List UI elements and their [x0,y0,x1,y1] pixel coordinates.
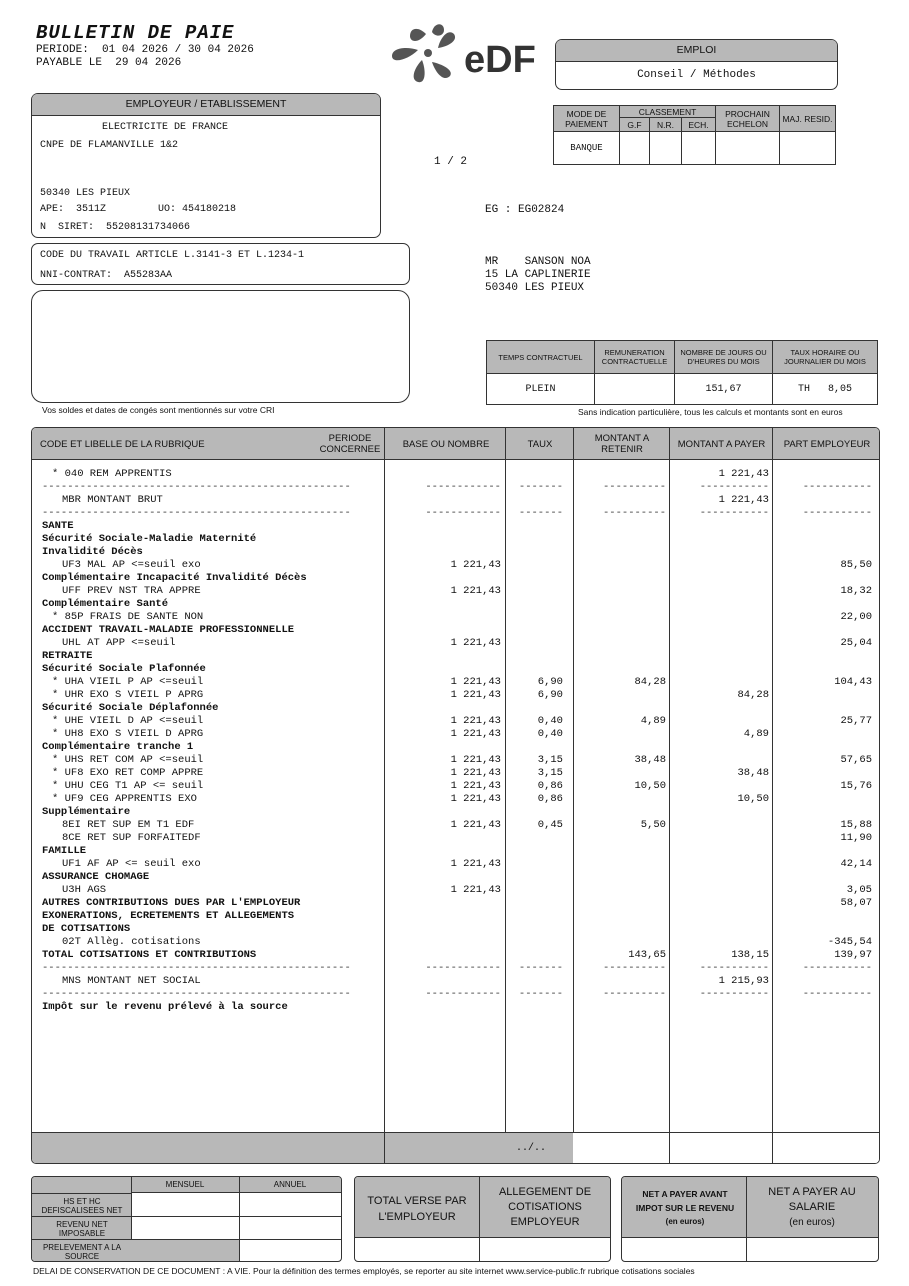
table-row [32,546,880,559]
page-number: 1 / 2 [434,156,468,168]
retenir-value: 10,50 [634,780,666,792]
legal-notice: DELAI DE CONSERVATION DE CE DOCUMENT : A VIE. Pour la définition des termes employés, se reporter au site internet www.service-public.fr rubrique cotisations sociales [33,1266,695,1276]
dash-separator: ---------- [602,481,666,493]
document-title: BULLETIN DE PAIE [36,22,235,44]
dash-separator: ----------- [802,962,872,974]
edf-logo [388,20,548,90]
rubrique-label: * UHU CEG T1 AP <= seuil [52,780,204,792]
taux-value: 0,40 [537,728,563,740]
separator-row [32,507,880,520]
table-row [32,715,880,728]
base-value: 1 221,43 [450,559,501,571]
emploi-label: EMPLOI [556,40,837,62]
table-row [32,676,880,689]
table-row [32,741,880,754]
table-row [32,767,880,780]
classement-table [553,105,836,165]
payer-value: 38,48 [737,767,769,779]
table-row [32,923,880,936]
base-value: 1 221,43 [450,767,501,779]
employeur-value: 11,90 [840,832,872,844]
retenir-value: 38,48 [634,754,666,766]
employee-street: 15 LA CAPLINERIE [485,269,591,281]
table-row [32,780,880,793]
mode-paiement-value: BANQUE [554,132,620,165]
table-row [32,845,880,858]
taux-value: 0,86 [537,780,563,792]
dash-separator: ------------ [425,962,501,974]
payment-date: PAYABLE LE 29 04 2026 [36,57,182,69]
base-value: 1 221,43 [450,780,501,792]
rubrique-label: MNS MONTANT NET SOCIAL [62,975,201,987]
divider [239,1177,240,1262]
employeur-value: 42,14 [840,858,872,870]
rubrique-label: * 85P FRAIS DE SANTE NON [52,611,204,623]
table-row [32,897,880,910]
rubrique-label: SANTE [42,520,74,532]
dash-separator: ------------ [425,481,501,493]
nombre-heures-value: 151,67 [675,374,773,405]
taux-value: 6,90 [537,676,563,688]
dash-separator: ---------- [602,988,666,1000]
net-payer-box [621,1176,879,1262]
table-row [32,910,880,923]
employeur-value: 57,65 [840,754,872,766]
divider [479,1177,480,1262]
col-divider [384,1132,385,1164]
employeur-value: 104,43 [834,676,872,688]
table-row [32,1001,880,1014]
temps-value: PLEIN [487,374,595,405]
col-divider [669,1132,670,1164]
dash-separator: ------- [518,988,563,1000]
allegement-label: ALLEGEMENT DE COTISATIONS EMPLOYEUR [498,1186,592,1228]
rubrique-label: Complémentaire tranche 1 [42,741,194,753]
payer-value: 84,28 [737,689,769,701]
rubrique-label: RETRAITE [42,650,93,662]
ech-header: ECH. [682,118,716,132]
rubrique-label: FAMILLE [42,845,87,857]
header-retenir: MONTANT A RETENIR [594,433,650,455]
payslip-table [31,427,880,1164]
base-value: 1 221,43 [450,884,501,896]
table-row [32,806,880,819]
rubrique-label: * UHS RET COM AP <=seuil [52,754,204,766]
taux-horaire-header: TAUX HORAIRE OU JOURNALIER DU MOIS [773,341,878,374]
rubrique-label: U3H AGS [62,884,107,896]
total-verse-label: TOTAL VERSE PAR L'EMPLOYEUR [367,1195,467,1223]
employer-name: ELECTRICITE DE FRANCE [102,122,229,133]
table-row [32,754,880,767]
payer-value: 1 221,43 [718,494,769,506]
pay-period: PERIODE: 01 04 2026 / 30 04 2026 [36,44,254,56]
total-verse-box [354,1176,611,1262]
dash-separator: ------------------------------------------------- [42,507,351,519]
table-row [32,949,880,962]
net-avant-impot-unit: (en euros) [665,1217,705,1226]
prelevement-label: PRELEVEMENT A LA SOURCE [42,1243,122,1261]
header-payer: MONTANT A PAYER [677,438,766,450]
payer-value: 10,50 [737,793,769,805]
dash-separator: ------------------------------------------------- [42,988,351,1000]
remuneration-value [595,374,675,405]
table-row [32,533,880,546]
table-row [32,559,880,572]
base-value: 1 221,43 [450,728,501,740]
temps-table [486,340,878,405]
table-row [32,611,880,624]
base-value: 1 221,43 [450,754,501,766]
employeur-value: -345,54 [827,936,872,948]
cumul-box [31,1176,342,1262]
taux-value: 3,15 [537,754,563,766]
dash-separator: ---------- [602,962,666,974]
annuel-header: ANNUEL [273,1180,307,1189]
dash-separator: ----------- [802,988,872,1000]
dash-separator: ------- [518,962,563,974]
rubrique-label: * UHR EXO S VIEIL P APRG [52,689,204,701]
rubrique-label: Complémentaire Incapacité Invalidité Décès [42,572,307,584]
remuneration-header: REMUNERATION CONTRACTUELLE [595,341,675,374]
mensuel-header: MENSUEL [165,1180,205,1189]
employee-city: 50340 LES PIEUX [485,282,585,294]
dash-separator: ----------- [699,988,769,1000]
continued-marker: ../.. [516,1143,547,1154]
emploi-value: Conseil / Méthodes [637,69,756,81]
rubrique-label: * UF8 EXO RET COMP APPRE [52,767,204,779]
employeur-value: 18,32 [840,585,872,597]
payer-value: 4,89 [743,728,769,740]
dash-separator: ------- [518,481,563,493]
header-taux: TAUX [527,438,553,450]
employer-siret: N SIRET: 55208131734066 [40,222,191,233]
base-value: 1 221,43 [450,819,501,831]
maj-resid-header: MAJ. RESID. [780,106,836,132]
employeur-value: 58,07 [840,897,872,909]
base-value: 1 221,43 [450,858,501,870]
net-salarie-label: NET A PAYER AU SALARIE [768,1186,856,1213]
footer-total-cells [573,1133,880,1164]
logo-text: eDF [464,39,536,81]
rubrique-label: * UF9 CEG APPRENTIS EXO [52,793,197,805]
revenu-net-label: REVENU NET IMPOSABLE [56,1220,108,1238]
table-row [32,793,880,806]
dash-separator: ----------- [802,481,872,493]
prelevement-mensuel-cell [131,1240,239,1262]
table-row [32,702,880,715]
base-value: 1 221,43 [450,793,501,805]
separator-row [32,988,880,1001]
employer-city: 50340 LES PIEUX [40,188,131,199]
rubrique-label: 8EI RET SUP EM T1 EDF [62,819,195,831]
rubrique-label: UF1 AF AP <= seuil exo [62,858,201,870]
dash-separator: ----------- [699,481,769,493]
rubrique-label: * 040 REM APPRENTIS [52,468,172,480]
employer-ape: APE: 3511Z [40,204,107,215]
net-avant-impot-label: NET A PAYER AVANT IMPOT SUR LE REVENU [635,1189,735,1213]
employeur-value: 15,76 [840,780,872,792]
mode-paiement-header: MODE DE PAIEMENT [554,106,620,132]
dash-separator: ------------ [425,988,501,1000]
table-row [32,832,880,845]
employeur-value: 22,00 [840,611,872,623]
retenir-value: 143,65 [628,949,666,961]
payer-value: 1 221,43 [718,468,769,480]
rubrique-label: Sécurité Sociale Plafonnée [42,663,206,675]
rubrique-label: ASSURANCE CHOMAGE [42,871,150,883]
rubrique-label: TOTAL COTISATIONS ET CONTRIBUTIONS [42,949,257,961]
employeur-value: 25,04 [840,637,872,649]
temps-header: TEMPS CONTRACTUEL [487,341,595,374]
rubrique-label: UF3 MAL AP <=seuil exo [62,559,201,571]
taux-value: 0,86 [537,793,563,805]
taux-horaire-value: TH 8,05 [773,374,878,405]
table-row [32,624,880,637]
rubrique-label: Invalidité Décès [42,546,143,558]
employeur-box [31,93,381,238]
euros-note: Sans indication particulière, tous les calculs et montants sont en euros [578,407,843,417]
table-row [32,585,880,598]
table-row [32,819,880,832]
rubrique-label: Sécurité Sociale Déplafonnée [42,702,219,714]
hs-label: HS ET HC DEFISCALISEES NET [41,1197,123,1215]
header-code-libelle: CODE ET LIBELLE DE LA RUBRIQUE [40,438,205,450]
rubrique-label: Impôt sur le revenu prélevé à la source [42,1001,288,1013]
code-travail-box [31,243,410,285]
rubrique-label: * UHA VIEIL P AP <=seuil [52,676,204,688]
table-row [32,884,880,897]
rubrique-label: AUTRES CONTRIBUTIONS DUES PAR L'EMPLOYEUR [42,897,301,909]
rubrique-label: 8CE RET SUP FORFAITEDF [62,832,201,844]
employeur-value: 85,50 [840,559,872,571]
base-value: 1 221,43 [450,585,501,597]
rubrique-label: ACCIDENT TRAVAIL-MALADIE PROFESSIONNELLE [42,624,295,636]
table-row [32,494,880,507]
table-row [32,598,880,611]
employer-uo: UO: 454180218 [158,204,237,215]
table-row [32,936,880,949]
rubrique-label: Supplémentaire [42,806,131,818]
table-row [32,468,880,481]
employer-site: CNPE DE FLAMANVILLE 1&2 [40,140,179,151]
employeur-value: 139,97 [834,949,872,961]
payer-value: 138,15 [731,949,769,961]
table-row [32,637,880,650]
emploi-box [555,39,838,90]
nombre-jours-header: NOMBRE DE JOURS OU D'HEURES DU MOIS [675,341,773,374]
dash-separator: ---------- [602,507,666,519]
taux-value: 0,45 [537,819,563,831]
table-row [32,858,880,871]
dash-separator: ----------- [699,962,769,974]
base-value: 1 221,43 [450,689,501,701]
rubrique-label: Complémentaire Santé [42,598,169,610]
col-divider [772,1132,773,1164]
header-employeur: PART EMPLOYEUR [783,438,871,450]
employeur-label: EMPLOYEUR / ETABLISSEMENT [32,94,380,116]
payer-value: 1 215,93 [718,975,769,987]
header-periode: PERIODE CONCERNEE [319,433,381,455]
rubrique-label: 02T Allèg. cotisations [62,936,201,948]
retenir-value: 5,50 [640,819,666,831]
employeur-value: 3,05 [846,884,872,896]
rubrique-label: Sécurité Sociale-Maladie Maternité [42,533,257,545]
table-row [32,975,880,988]
employeur-value: 15,88 [840,819,872,831]
dash-separator: ------------------------------------------------- [42,481,351,493]
code-travail-line: CODE DU TRAVAIL ARTICLE L.3141-3 ET L.1234-1 [40,250,305,261]
dash-separator: ------------------------------------------------- [42,962,351,974]
employeur-value: 25,77 [840,715,872,727]
net-salarie-unit: (en euros) [789,1217,835,1228]
separator-row [32,481,880,494]
dash-separator: ------- [518,507,563,519]
message-box [31,290,410,403]
rubrique-label: * UHE VIEIL D AP <=seuil [52,715,204,727]
divider [32,1193,131,1194]
table-row [32,520,880,533]
header-base: BASE OU NOMBRE [402,438,490,450]
rubrique-label: UHL AT APP <=seuil [62,637,176,649]
table-row [32,689,880,702]
divider [746,1177,747,1262]
taux-value: 3,15 [537,767,563,779]
prochain-echelon-header: PROCHAIN ECHELON [716,106,780,132]
retenir-value: 4,89 [640,715,666,727]
employee-name: MR SANSON NOA [485,256,591,268]
rubrique-label: DE COTISATIONS [42,923,131,935]
table-row [32,650,880,663]
gf-header: G.F [620,118,650,132]
base-value: 1 221,43 [450,676,501,688]
eg-code: EG : EG02824 [485,204,565,216]
rubrique-label: MBR MONTANT BRUT [62,494,163,506]
table-row [32,663,880,676]
nr-header: N.R. [650,118,682,132]
dash-separator: ----------- [699,507,769,519]
nni-contrat: NNI-CONTRAT: A55283AA [40,270,173,281]
taux-value: 6,90 [537,689,563,701]
conges-note: Vos soldes et dates de congés sont mentionnés sur votre CRI [42,405,275,415]
divider [32,1216,341,1217]
rubrique-label: EXONERATIONS, ECRETEMENTS ET ALLEGEMENTS [42,910,295,922]
table-row [32,572,880,585]
retenir-value: 84,28 [634,676,666,688]
taux-value: 0,40 [537,715,563,727]
dash-separator: ----------- [802,507,872,519]
table-row [32,728,880,741]
rubrique-label: UFF PREV NST TRA APPRE [62,585,201,597]
table-row [32,871,880,884]
rubrique-label: * UH8 EXO S VIEIL D APRG [52,728,204,740]
separator-row [32,962,880,975]
dash-separator: ------------ [425,507,501,519]
base-value: 1 221,43 [450,637,501,649]
classement-header: CLASSEMENT [620,106,716,118]
base-value: 1 221,43 [450,715,501,727]
